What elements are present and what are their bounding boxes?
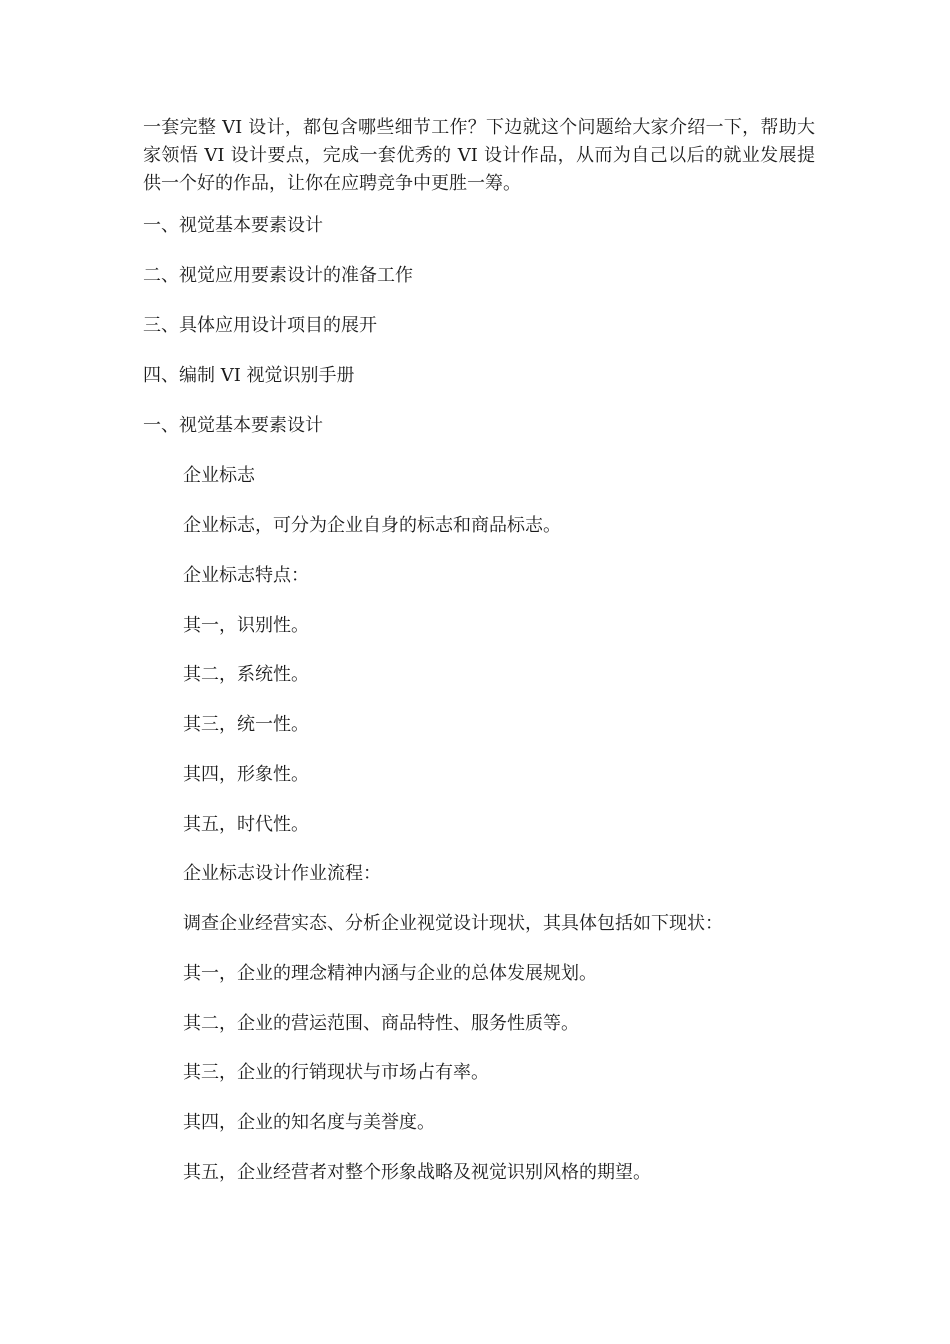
intro-paragraph: 一套完整 VI 设计，都包含哪些细节工作？下边就这个问题给大家介绍一下，帮助大家领悟 VI 设计要点，完成一套优秀的 VI 设计作品，从而为自己以后的就业发展提供一个好的作品，让你在应聘竞争中更胜一筹。 [143,117,815,194]
body-line: 其五，企业经营者对整个形象战略及视觉识别风格的期望。 [183,1162,651,1183]
body-line: 其一，识别性。 [183,615,309,636]
body-line: 其一，企业的理念精神内涵与企业的总体发展规划。 [183,963,597,984]
body-line: 企业标志设计作业流程： [183,863,381,884]
body-line: 企业标志 [183,465,255,486]
body-line: 其四，形象性。 [183,764,309,785]
body-line: 其五，时代性。 [183,814,309,835]
body-line: 企业标志，可分为企业自身的标志和商品标志。 [183,515,561,536]
body-line: 其三，统一性。 [183,714,309,735]
body-line: 调查企业经营实态、分析企业视觉设计现状，其具体包括如下现状： [183,913,723,934]
body-line: 其二，企业的营运范围、商品特性、服务性质等。 [183,1013,579,1034]
outline-item: 四、编制 VI 视觉识别手册 [143,365,355,386]
body-line: 其三，企业的行销现状与市场占有率。 [183,1062,489,1083]
outline-item: 一、视觉基本要素设计 [143,215,323,236]
body-line: 其四，企业的知名度与美誉度。 [183,1112,435,1133]
section-heading: 一、视觉基本要素设计 [143,415,323,436]
outline-item: 二、视觉应用要素设计的准备工作 [143,265,413,286]
body-line: 企业标志特点： [183,565,309,586]
body-line: 其二，系统性。 [183,664,309,685]
outline-item: 三、具体应用设计项目的展开 [143,315,377,336]
